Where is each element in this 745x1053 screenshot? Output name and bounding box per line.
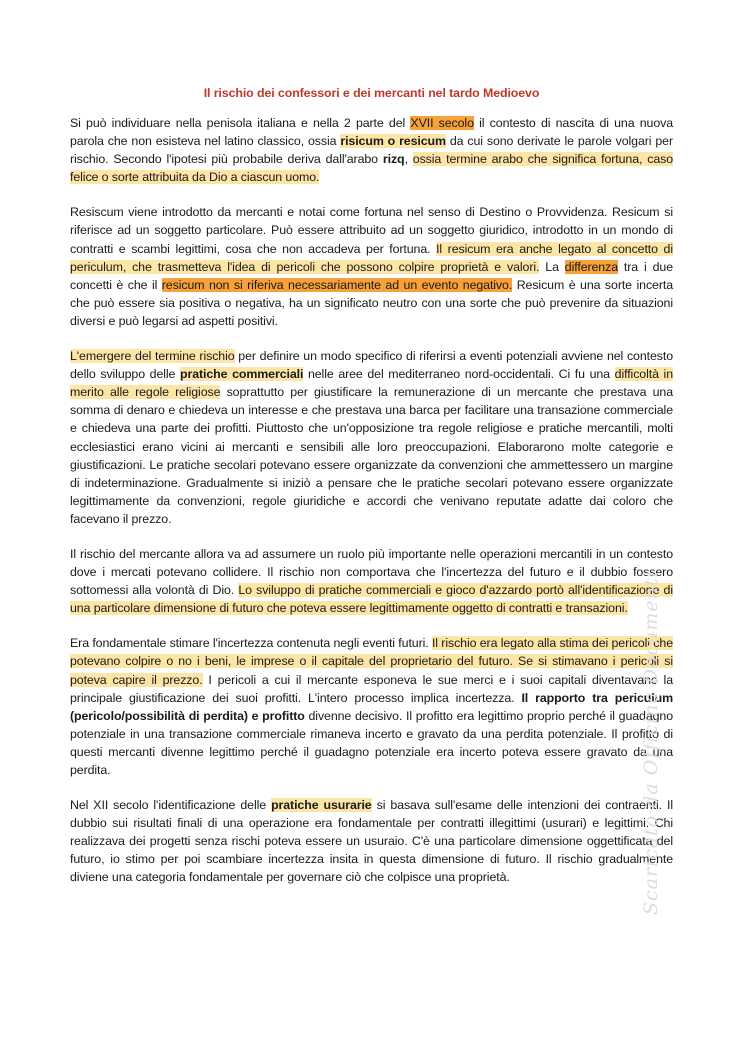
text-run: Si può individuare nella penisola italiana e nella 2 parte del: [70, 116, 411, 130]
text-run: Resiscum viene introdotto da mercanti e notai come fortuna nel senso di Destino o Provvidenza. Resicum si riferisce ad un soggetto particolare. Può essere attribuito ad un soggetto giuridico, introdotto in un mondo di contratti e scambi legittimi, cosa che non accadeva per fortuna.: [70, 205, 673, 256]
paragraph: [70, 545, 673, 617]
text-run: Nel XII secolo l'identificazione delle: [70, 798, 272, 813]
highlighted-text: Il rischio era legato alla stima dei pericoli che potevano colpire o no i beni, le imprese o il capitale del proprietario del futuro. Se si stimavano i pericoli si poteva capire il prezzo.: [70, 636, 673, 687]
text-run: Il rischio del mercante allora va ad assumere un ruolo più importante nelle operazioni mercantili in un contesto dove i mercati potevano collidere. Il rischio non comportava che l'incertezza del futuro e il dubbio fossero sottomessi alla volontà di Dio.: [70, 546, 673, 598]
highlighted-text: resicum non si riferiva necessariamente ad un evento negativo.: [161, 277, 513, 292]
document-page: [70, 86, 673, 904]
text-run: ,: [404, 152, 413, 167]
paragraph: [70, 203, 673, 330]
text-run: tra i due concetti è che il: [70, 259, 673, 292]
highlighted-bold-text: pratiche usurarie: [271, 798, 372, 813]
text-run: si basava sull'esame delle intenzioni dei contraenti. Il dubbio sui risultati finali di una operazione era fondamentale per contratti illegittimi (usurari) e legittimi. Chi realizzava dei progetti senza rischi poteva essere un usuraio. C'è una particolare dimensione oggettificata del futuro, io stimo per poi scambiare incertezza insita in questa dimensione di futuro. Il rischio gradualmente diviene una categoria fondamentale per governare ciò che colpisce una proprietà.: [70, 798, 673, 885]
highlighted-text: Il resicum era anche legato al concetto di periculum, che trasmetteva l'idea di pericoli che possono colpire proprietà e valori.: [70, 241, 673, 274]
highlighted-text: L'emergere del termine rischio: [70, 349, 235, 364]
document-title: Il rischio dei confessori e dei mercanti nel tardo Medioevo: [203, 86, 540, 100]
text-run: Era fondamentale stimare l'incertezza contenuta negli eventi futuri.: [70, 636, 432, 651]
watermark-text: Scaricato da Officina Documenti: [640, 570, 662, 915]
highlighted-text: differenza: [564, 259, 618, 274]
text-run: soprattutto per giustificare la remunerazione di un mercante che prestava una somma di denaro e chiedeva un interesse e che prestava una barca per facilitare una transazione commerciale e chiedeva una parte dei profitti. Piuttosto che un'opposizione tra regole religiose e pratiche mercantili, molti ecclesiastici erano vicini ai mercanti e sensibili alle loro preoccupazioni. Elaborarono molte categorie e giustificazioni. Le pratiche secolari potevano essere organizzate da convenzioni che ammettessero un margine di indeterminazione. Gradualmente si iniziò a pensare che le pratiche secolari potevano essere organizzate legittimamente da convenzioni, regole giuridiche e accordi che venivano reputate adatte dai coloro che facevano il prezzo.: [70, 385, 673, 526]
paragraph: [70, 347, 673, 528]
text-run: il contesto di nascita di una nuova parola che non esisteva nel latino classico, ossia: [70, 116, 674, 149]
paragraph: [70, 796, 673, 886]
highlighted-bold-text: risicum o resicum: [340, 134, 446, 149]
text-run: divenne decisivo. Il profitto era legittimo proprio perché il guadagno potenziale in una transazione commerciale rimaneva incerto e gravato da una perdita potenziale. Il profitto di questi mercanti divenne legittimo perché il guadagno potenziale era incerto poteva essere gravato da una perdita.: [70, 708, 673, 777]
highlighted-text: difficoltà in merito alle regole religiose: [70, 367, 673, 400]
text-run: Resicum è una sorte incerta che può essere sia positiva o negativa, ha un significato neutro con una sorte che può prevenire da situazioni diversi e può legarsi ad aspetti positivi.: [70, 277, 673, 328]
highlighted-text: Lo sviluppo di pratiche commerciali e gioco d'azzardo portò all'identificazione di una particolare dimensione di futuro che poteva essere legittimamente oggetto di contratti e transazioni.: [70, 583, 674, 616]
text-run: I pericoli a cui il mercante esponeva le sue merci e i suoi capitali diventavano la principale giustificazione dei suoi profitti. L'intero processo implica incertezza.: [70, 672, 673, 705]
highlighted-bold-text: pratiche commerciali: [180, 367, 304, 382]
text-run: da cui sono derivate le parole volgari per rischio. Secondo l'ipotesi più probabile deriva dall'arabo: [70, 134, 673, 167]
text-run: per definire un modo specifico di riferirsi a eventi potenziali avviene nel contesto dello sviluppo delle: [70, 349, 674, 382]
text-run: La: [539, 259, 565, 274]
highlighted-text: ossia termine arabo che significa fortuna, caso felice o sorte attribuita da Dio a ciascun uomo.: [70, 152, 674, 185]
text-run: nelle aree del mediterraneo nord-occidentali. Ci fu una: [303, 367, 615, 382]
paragraph: [70, 114, 673, 186]
highlighted-text: XVII secolo: [410, 116, 474, 130]
bold-text: rizq: [382, 152, 405, 167]
document-body: [70, 114, 673, 887]
bold-text: Il rapporto tra periculum (pericolo/possibilità di perdita) e profitto: [70, 690, 674, 723]
watermark: [640, 510, 660, 930]
paragraph: [70, 634, 673, 779]
